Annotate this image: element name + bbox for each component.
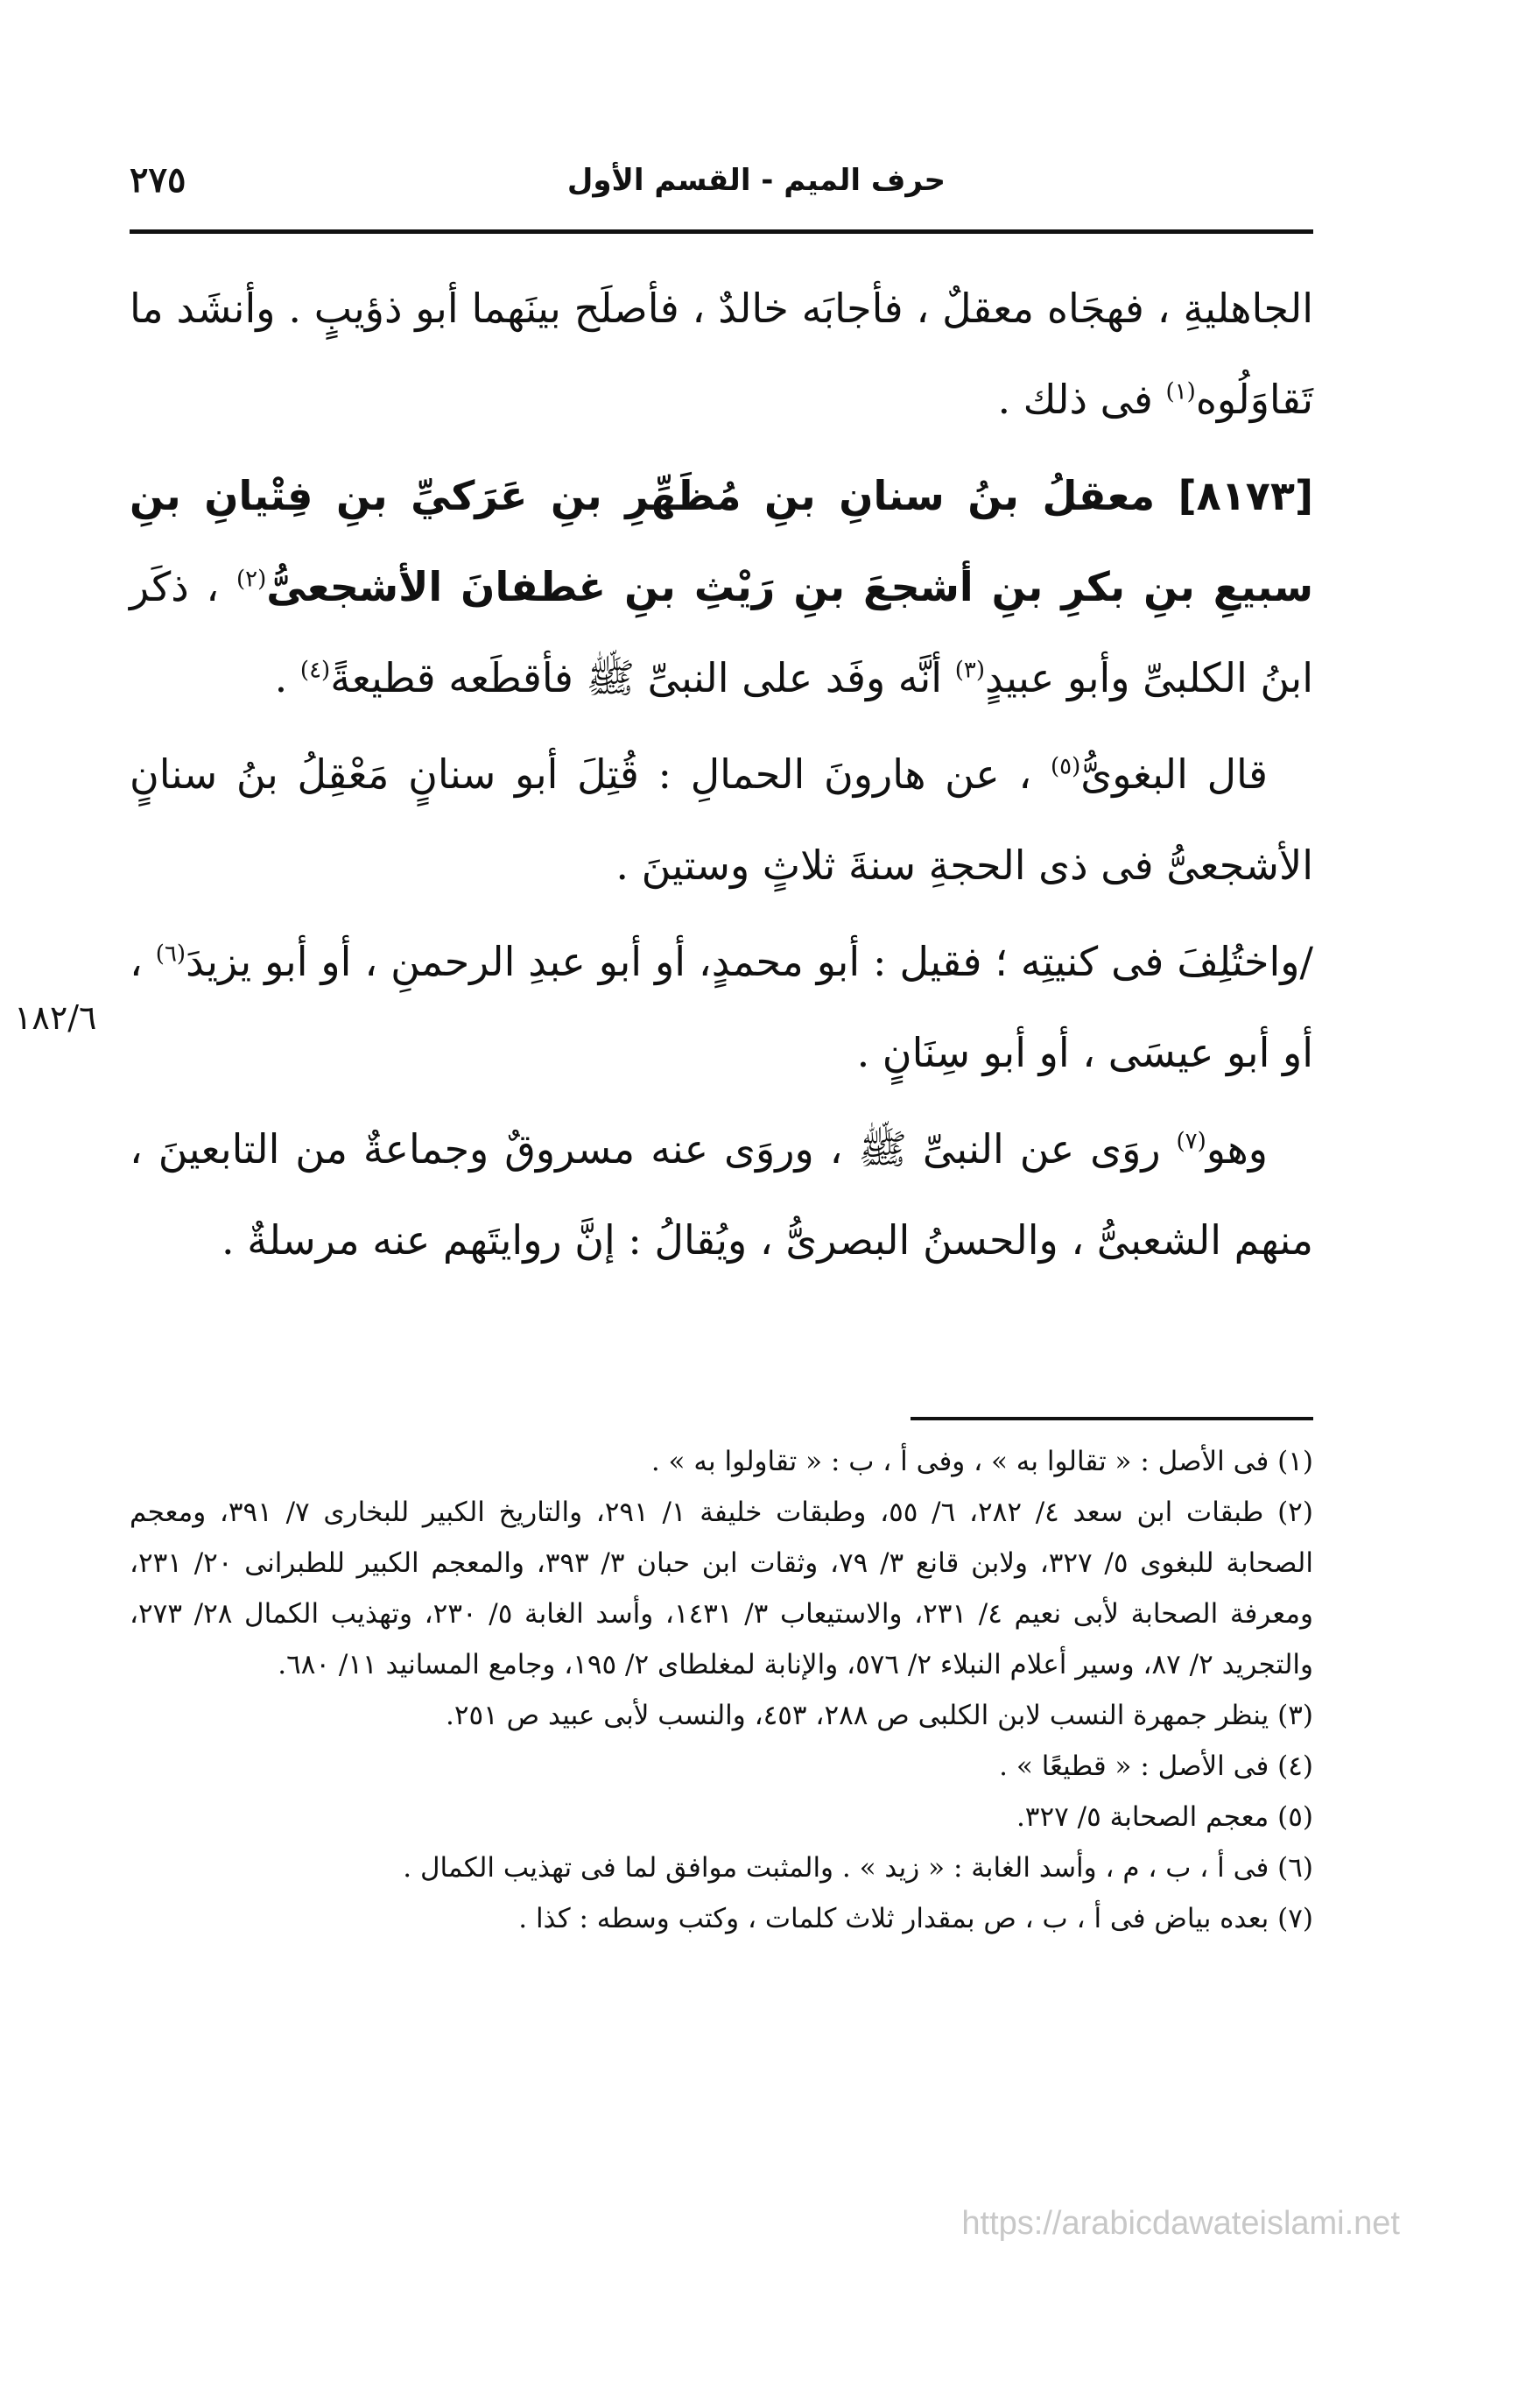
paragraph-3 xyxy=(130,729,1313,911)
header-rule xyxy=(130,229,1313,234)
main-text xyxy=(130,263,1313,1291)
paragraph-3-text: قال البغوىُّ xyxy=(1080,750,1268,798)
paragraph-1-text: الجاهليةِ ، فهجَاه معقلٌ ، فأجابَه خالدٌ ، فأصلَح بينَهما أبو ذؤيبٍ . وأنشَد ما تَقاوَلُوه xyxy=(130,285,1313,423)
footnote-rule xyxy=(911,1417,1313,1420)
paragraph-5 xyxy=(130,1103,1313,1286)
paragraph-1 xyxy=(130,263,1313,445)
paragraph-4 xyxy=(130,916,1313,1098)
page-header xyxy=(130,158,1313,219)
footnote-4: (٤) فى الأصل : « قطيعًا » . xyxy=(999,1751,1313,1782)
entry-text-tail: . xyxy=(274,654,288,701)
margin-reference: ١٨٢/٦ xyxy=(14,998,97,1037)
footnote-1: (١) فى الأصل : « تقالوا به » ، وفى أ ، ب : « تقاولوا به » . xyxy=(650,1446,1313,1477)
paragraph-5-text: وهو xyxy=(1206,1125,1268,1173)
entry-8173 xyxy=(130,450,1313,723)
note-ref-7[interactable]: (٧) xyxy=(1176,1128,1206,1155)
footnote-3: (٣) ينظر جمهرة النسب لابن الكلبى ص ٢٨٨، ٤٥٣، والنسب لأبى عبيد ص ٢٥١. xyxy=(445,1700,1313,1731)
footnote-7: (٧) بعده بياض فى أ ، ب ، ص بمقدار ثلاث كلمات ، وكتب وسطه : كذا . xyxy=(518,1903,1313,1934)
entry-text-mid: ، ذكَر ابنُ الكلبىِّ وأبو عبيدٍ xyxy=(130,563,1313,701)
paragraph-3-end: ، عن هارونَ الحمالِ : قُتِلَ أبو سنانٍ مَعْقِلُ بنُ سنانٍ الأشجعىُّ فى ذى الحجةِ سنةَ ثلاثٍ وستينَ . xyxy=(130,750,1313,889)
note-ref-2[interactable]: (٢) xyxy=(236,566,267,593)
watermark-url: https://arabicdawateislami.net xyxy=(961,2205,1400,2242)
paragraph-4-end: ، أو أبو عيسَى ، أو أبو سِنَانٍ . xyxy=(130,938,1313,1076)
note-ref-3[interactable]: (٣) xyxy=(954,657,985,684)
paragraph-4-text: /واختُلِفَ فى كنيتِه ؛ فقيل : أبو محمدٍ، أو أبو عبدِ الرحمنِ ، أو أبو يزيدَ xyxy=(186,938,1313,985)
note-ref-1[interactable]: (١) xyxy=(1165,378,1196,405)
entry-heading: [٨١٧٣] معقلُ بنُ سنانِ بنِ مُظَهِّرِ بنِ عَرَكيِّ بنِ فِتْيانِ بنِ سبيعِ بنِ بكرِ بنِ أشجعَ بنِ رَيْثِ بنِ غطفانَ الأشجعىُّ xyxy=(130,472,1313,610)
paragraph-5-end: روَى عن النبىِّ ﷺ ، وروَى عنه مسروقٌ وجماعةٌ من التابعينَ ، منهم الشعبىُّ ، والحسنُ البصرىُّ ، ويُقالُ : إنَّ روايتَهم عنه مرسلةٌ . xyxy=(130,1125,1313,1264)
paragraph-1-end: فى ذلك . xyxy=(997,376,1153,423)
footnote-2: (٢) طبقات ابن سعد ٤/ ٢٨٢، ٦/ ٥٥، وطبقات خليفة ١/ ٢٩١، والتاريخ الكبير للبخارى ٧/ ٣٩١، ومعجم الصحابة للبغوى ٥/ ٣٢٧، ولابن قانع ٣/ ٧٩، وثقات ابن حبان ٣/ ٣٩٣، والمعجم الكبير للطبرانى ٢٠/ ٢٣١، ومعرفة الصحابة لأبى نعيم ٤/ ٢٣١، والاستيعاب ٣/ ١٤٣١، وأسد الغابة ٥/ ٢٣٠، وتهذيب الكمال ٢٨/ ٢٧٣، والتجريد ٢/ ٨٧، وسير أعلام النبلاء ٢/ ٥٧٦، والإنابة لمغلطاى ٢/ ١٩٥، وجامع المسانيد ١١/ ٦٨٠. xyxy=(130,1497,1313,1680)
running-title: حرف الميم - القسم الأول xyxy=(566,163,946,198)
footnote-5: (٥) معجم الصحابة ٥/ ٣٢٧. xyxy=(1016,1801,1313,1833)
footnote-6: (٦) فى أ ، ب ، م ، وأسد الغابة : « زيد » . والمثبت موافق لما فى تهذيب الكمال . xyxy=(403,1852,1313,1884)
note-ref-5[interactable]: (٥) xyxy=(1050,753,1081,780)
entry-text-end: أنَّه وفَد على النبىِّ ﷺ فأقطَعه قطيعةً xyxy=(330,654,943,701)
page-number: ٢٧٥ xyxy=(130,159,186,201)
note-ref-6[interactable]: (٦) xyxy=(155,940,186,968)
footnotes xyxy=(130,1436,1313,1944)
note-ref-4[interactable]: (٤) xyxy=(299,657,331,684)
